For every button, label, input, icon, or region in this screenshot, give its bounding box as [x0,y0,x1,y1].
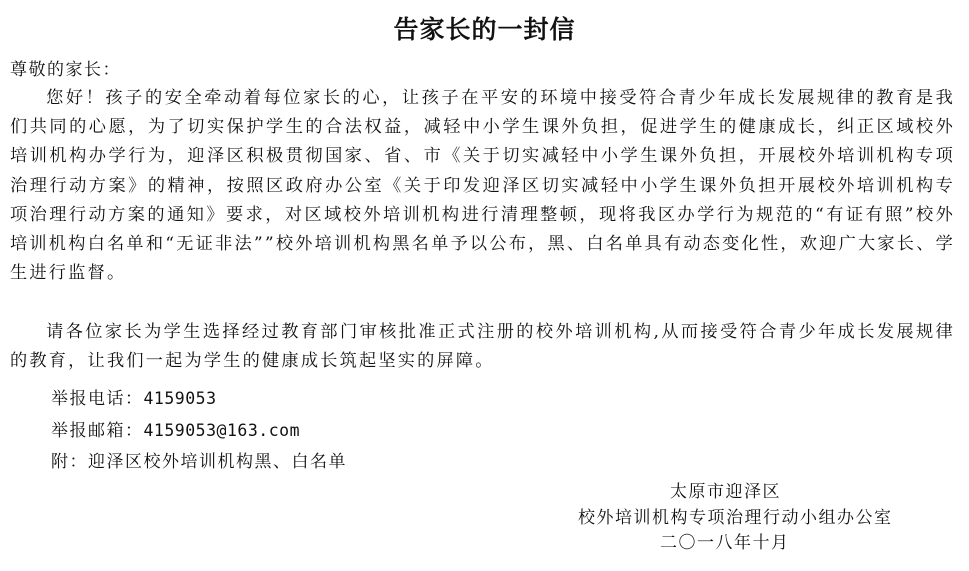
report-hotline-number: 4159053 [143,389,217,408]
report-email [51,416,300,441]
report-hotline-label: 举报电话： [51,389,144,409]
letter-title: 告家长的一封信 [393,15,576,44]
signature-district: 太原市迎泽区 [670,482,781,502]
report-hotline [51,384,217,409]
body-paragraph-1: 您好！孩子的安全牵动着每位家长的心，让孩子在平安的环境中接受符合青少年成长发展规律的教育是我们共同的心愿，为了切实保护学生的合法权益，减轻中小学生课外负担，促进学生的健康成长，纠正区域校外培训机构办学行为，迎泽区积极贯彻国家、省、市《关于切实减轻中小学生课外负担，开展校外培训机构专项治理行动方案》的精神，按照区政府办公室《关于印发迎泽区切实减轻中小学生课外负担开展校外培训机构专项治理行动方案的通知》要求，对区域校外培训机构进行清理整顿，现将我区办学行为规范的“有证有照”校外培训机构白名单和“无证非法””校外培训机构黑名单予以公布，黑、白名单具有动态变化性，欢迎广大家长、学生进行监督。 [10,88,955,284]
attachment-note: 附：迎泽区校外培训机构黑、白名单 [51,452,347,472]
salutation: 尊敬的家长： [10,60,121,80]
signature-date: 二〇一八年十月 [660,533,790,553]
body-paragraph-2: 请各位家长为学生选择经过教育部门审核批准正式注册的校外培训机构,从而接受符合青少年成长发展规律的教育，让我们一起为学生的健康成长筑起坚实的屏障。 [10,322,955,372]
signature-office: 校外培训机构专项治理行动小组办公室 [578,508,893,528]
report-email-label: 举报邮箱： [51,421,144,441]
report-email-address: 4159053@163.com [143,421,301,440]
